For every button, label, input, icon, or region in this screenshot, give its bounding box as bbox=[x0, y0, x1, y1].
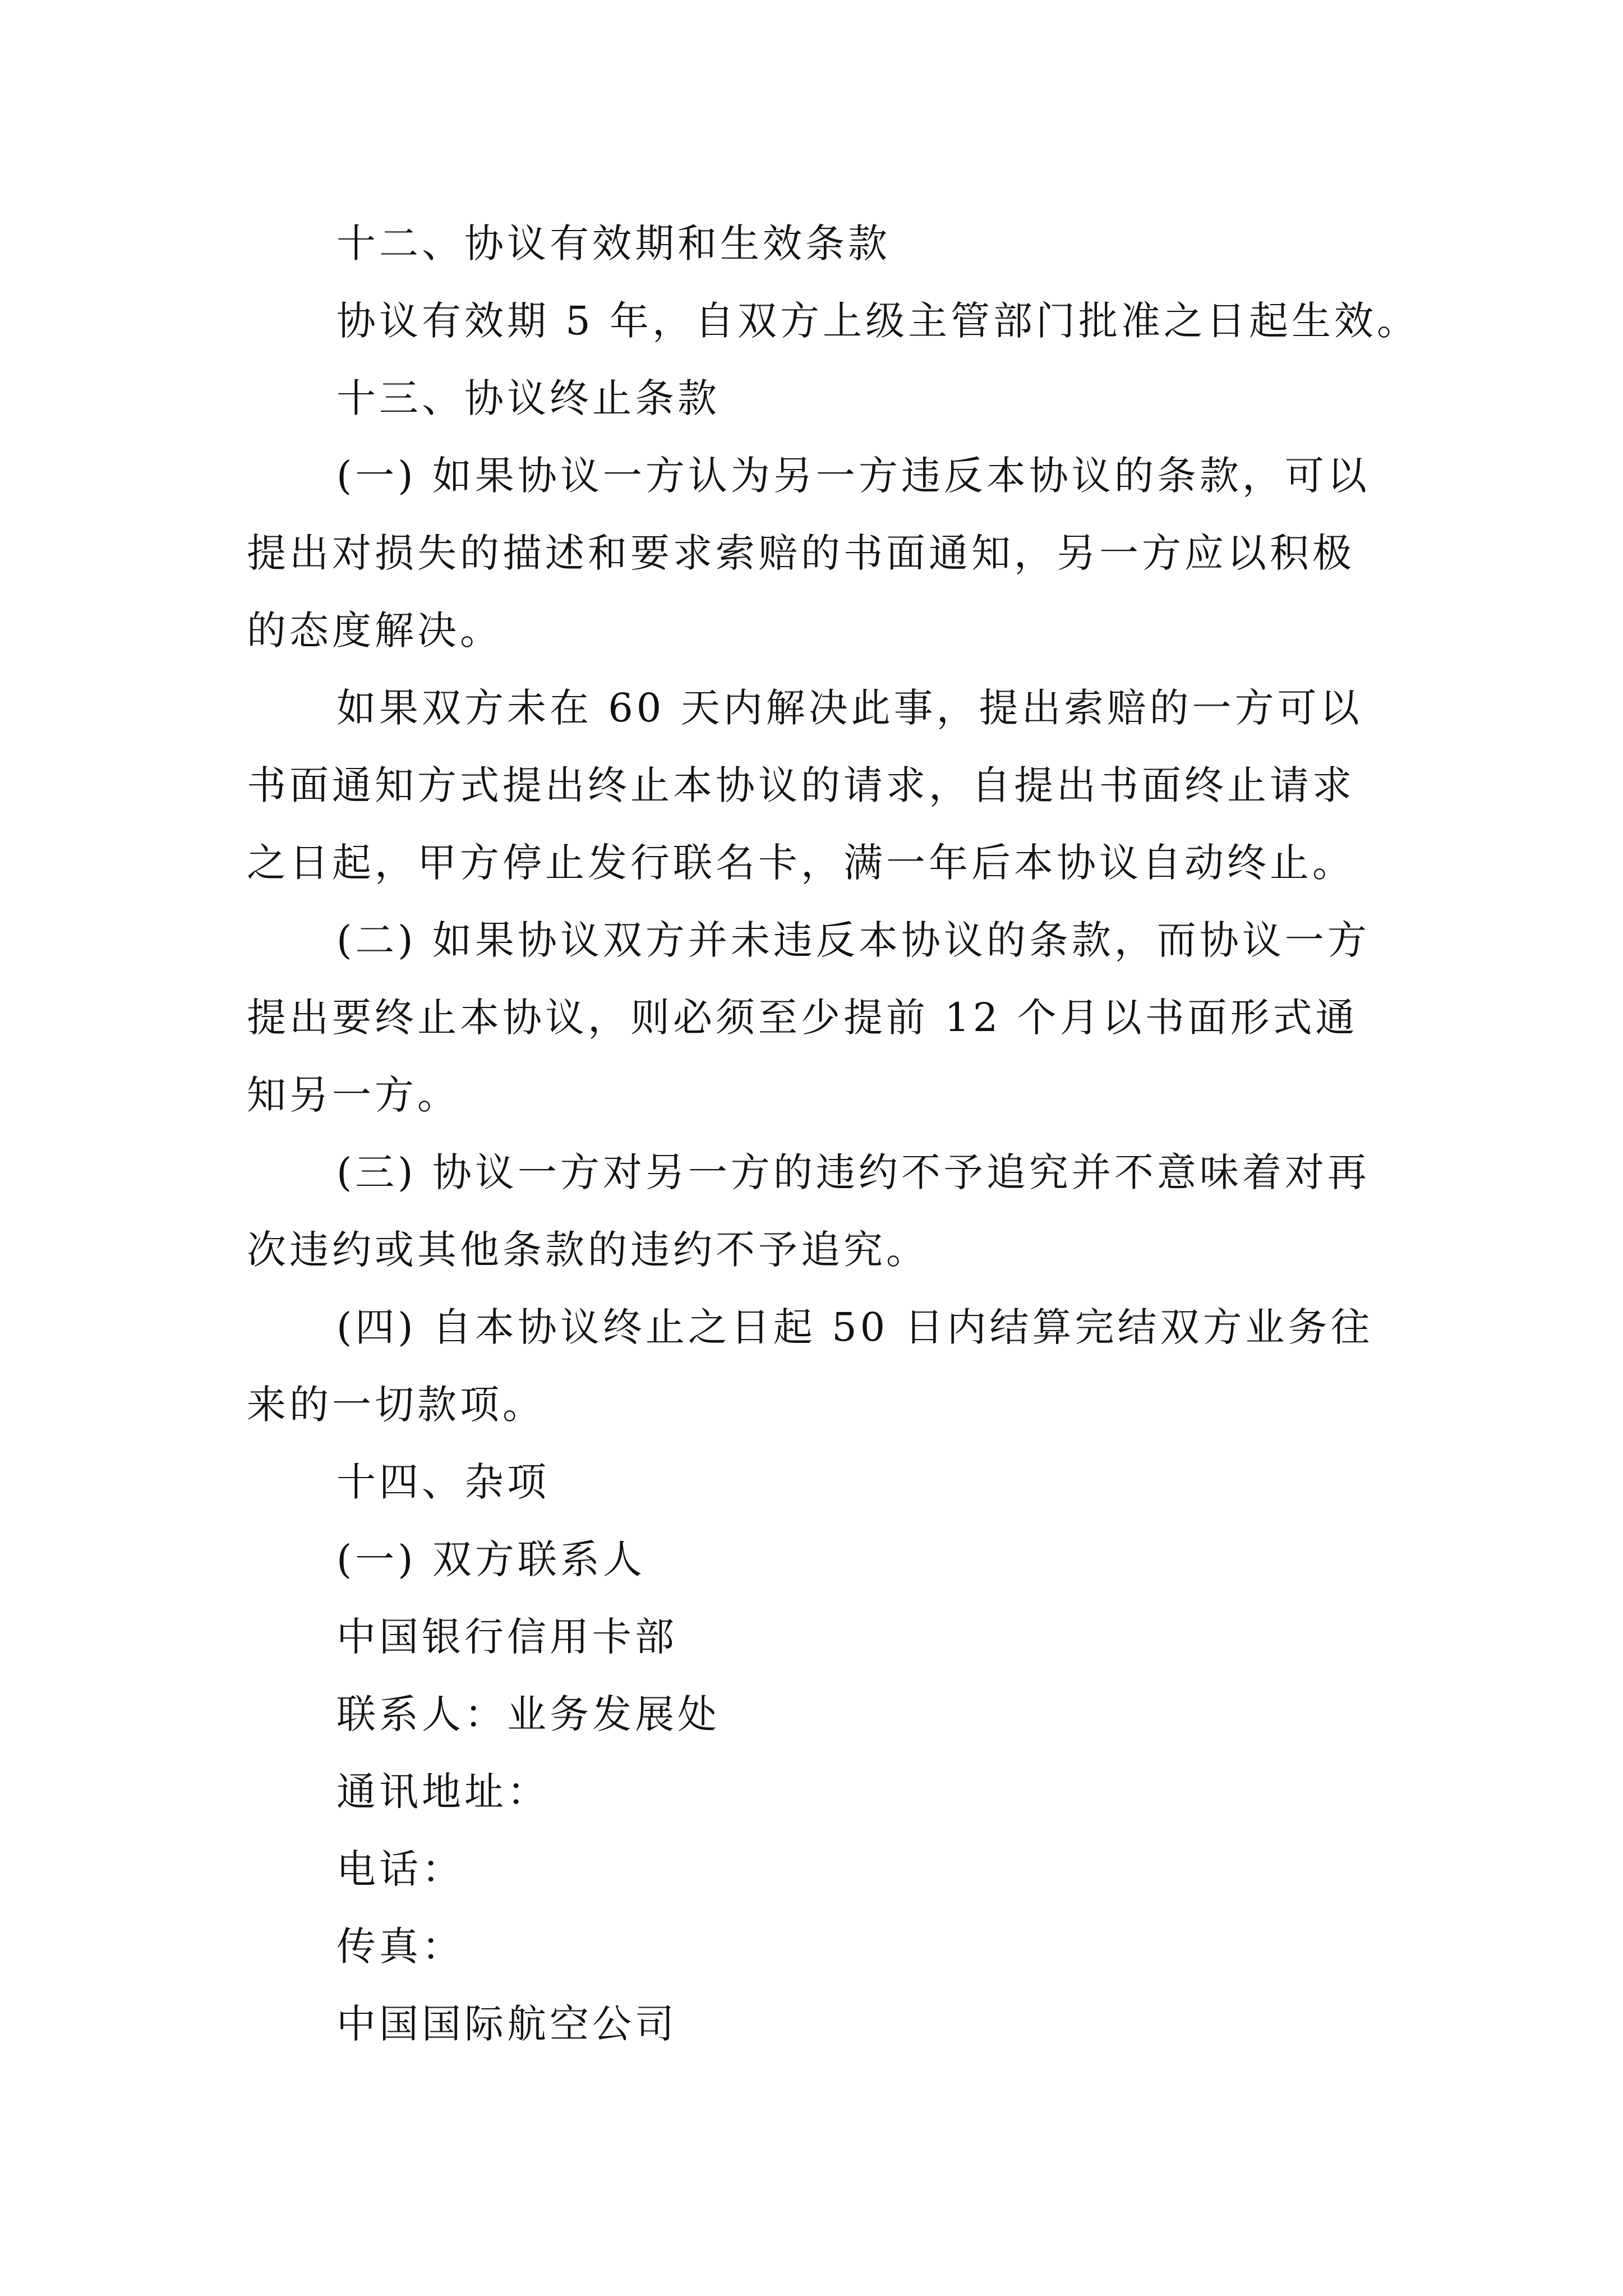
paragraph-line: 来的一切款项。 bbox=[247, 1382, 545, 1428]
paragraph-line: 提出对损失的描述和要求索赔的书面通知，另一方应以积极 bbox=[247, 530, 1355, 576]
section-12-heading: 十二、协议有效期和生效条款 bbox=[336, 220, 891, 266]
subsection-heading: (一) 双方联系人 bbox=[336, 1536, 645, 1582]
paragraph-line: (四) 自本协议终止之日起 50 日内结算完结双方业务往 bbox=[336, 1304, 1373, 1350]
paragraph-line: 书面通知方式提出终止本协议的请求，自提出书面终止请求 bbox=[247, 762, 1355, 808]
contact-org-name: 中国银行信用卡部 bbox=[336, 1614, 677, 1660]
contact-phone: 电话： bbox=[336, 1846, 464, 1892]
paragraph-line: 协议有效期 5 年，自双方上级主管部门批准之日起生效。 bbox=[336, 298, 1420, 344]
paragraph-line: 提出要终止本协议，则必须至少提前 12 个月以书面形式通 bbox=[247, 995, 1358, 1041]
contact-address: 通讯地址： bbox=[336, 1769, 550, 1815]
paragraph-line: (一) 如果协议一方认为另一方违反本协议的条款，可以 bbox=[336, 453, 1370, 499]
paragraph-line: (二) 如果协议双方并未违反本协议的条款，而协议一方 bbox=[336, 917, 1370, 963]
section-13-heading: 十三、协议终止条款 bbox=[336, 375, 720, 421]
section-14-heading: 十四、杂项 bbox=[336, 1459, 550, 1505]
paragraph-line: 的态度解决。 bbox=[247, 608, 502, 654]
contact-org-name: 中国国际航空公司 bbox=[336, 2001, 677, 2047]
paragraph-line: 知另一方。 bbox=[247, 1072, 460, 1118]
contact-person: 联系人：业务发展处 bbox=[336, 1691, 720, 1737]
paragraph-line: 次违约或其他条款的违约不予追究。 bbox=[247, 1227, 929, 1273]
document-body bbox=[247, 205, 1420, 2063]
paragraph-line: (三) 协议一方对另一方的违约不予追究并不意味着对再 bbox=[336, 1149, 1370, 1195]
paragraph-line: 之日起，甲方停止发行联名卡，满一年后本协议自动终止。 bbox=[247, 840, 1355, 886]
contact-fax: 传真： bbox=[336, 1924, 464, 1970]
paragraph-line: 如果双方未在 60 天内解决此事，提出索赔的一方可以 bbox=[336, 685, 1363, 731]
